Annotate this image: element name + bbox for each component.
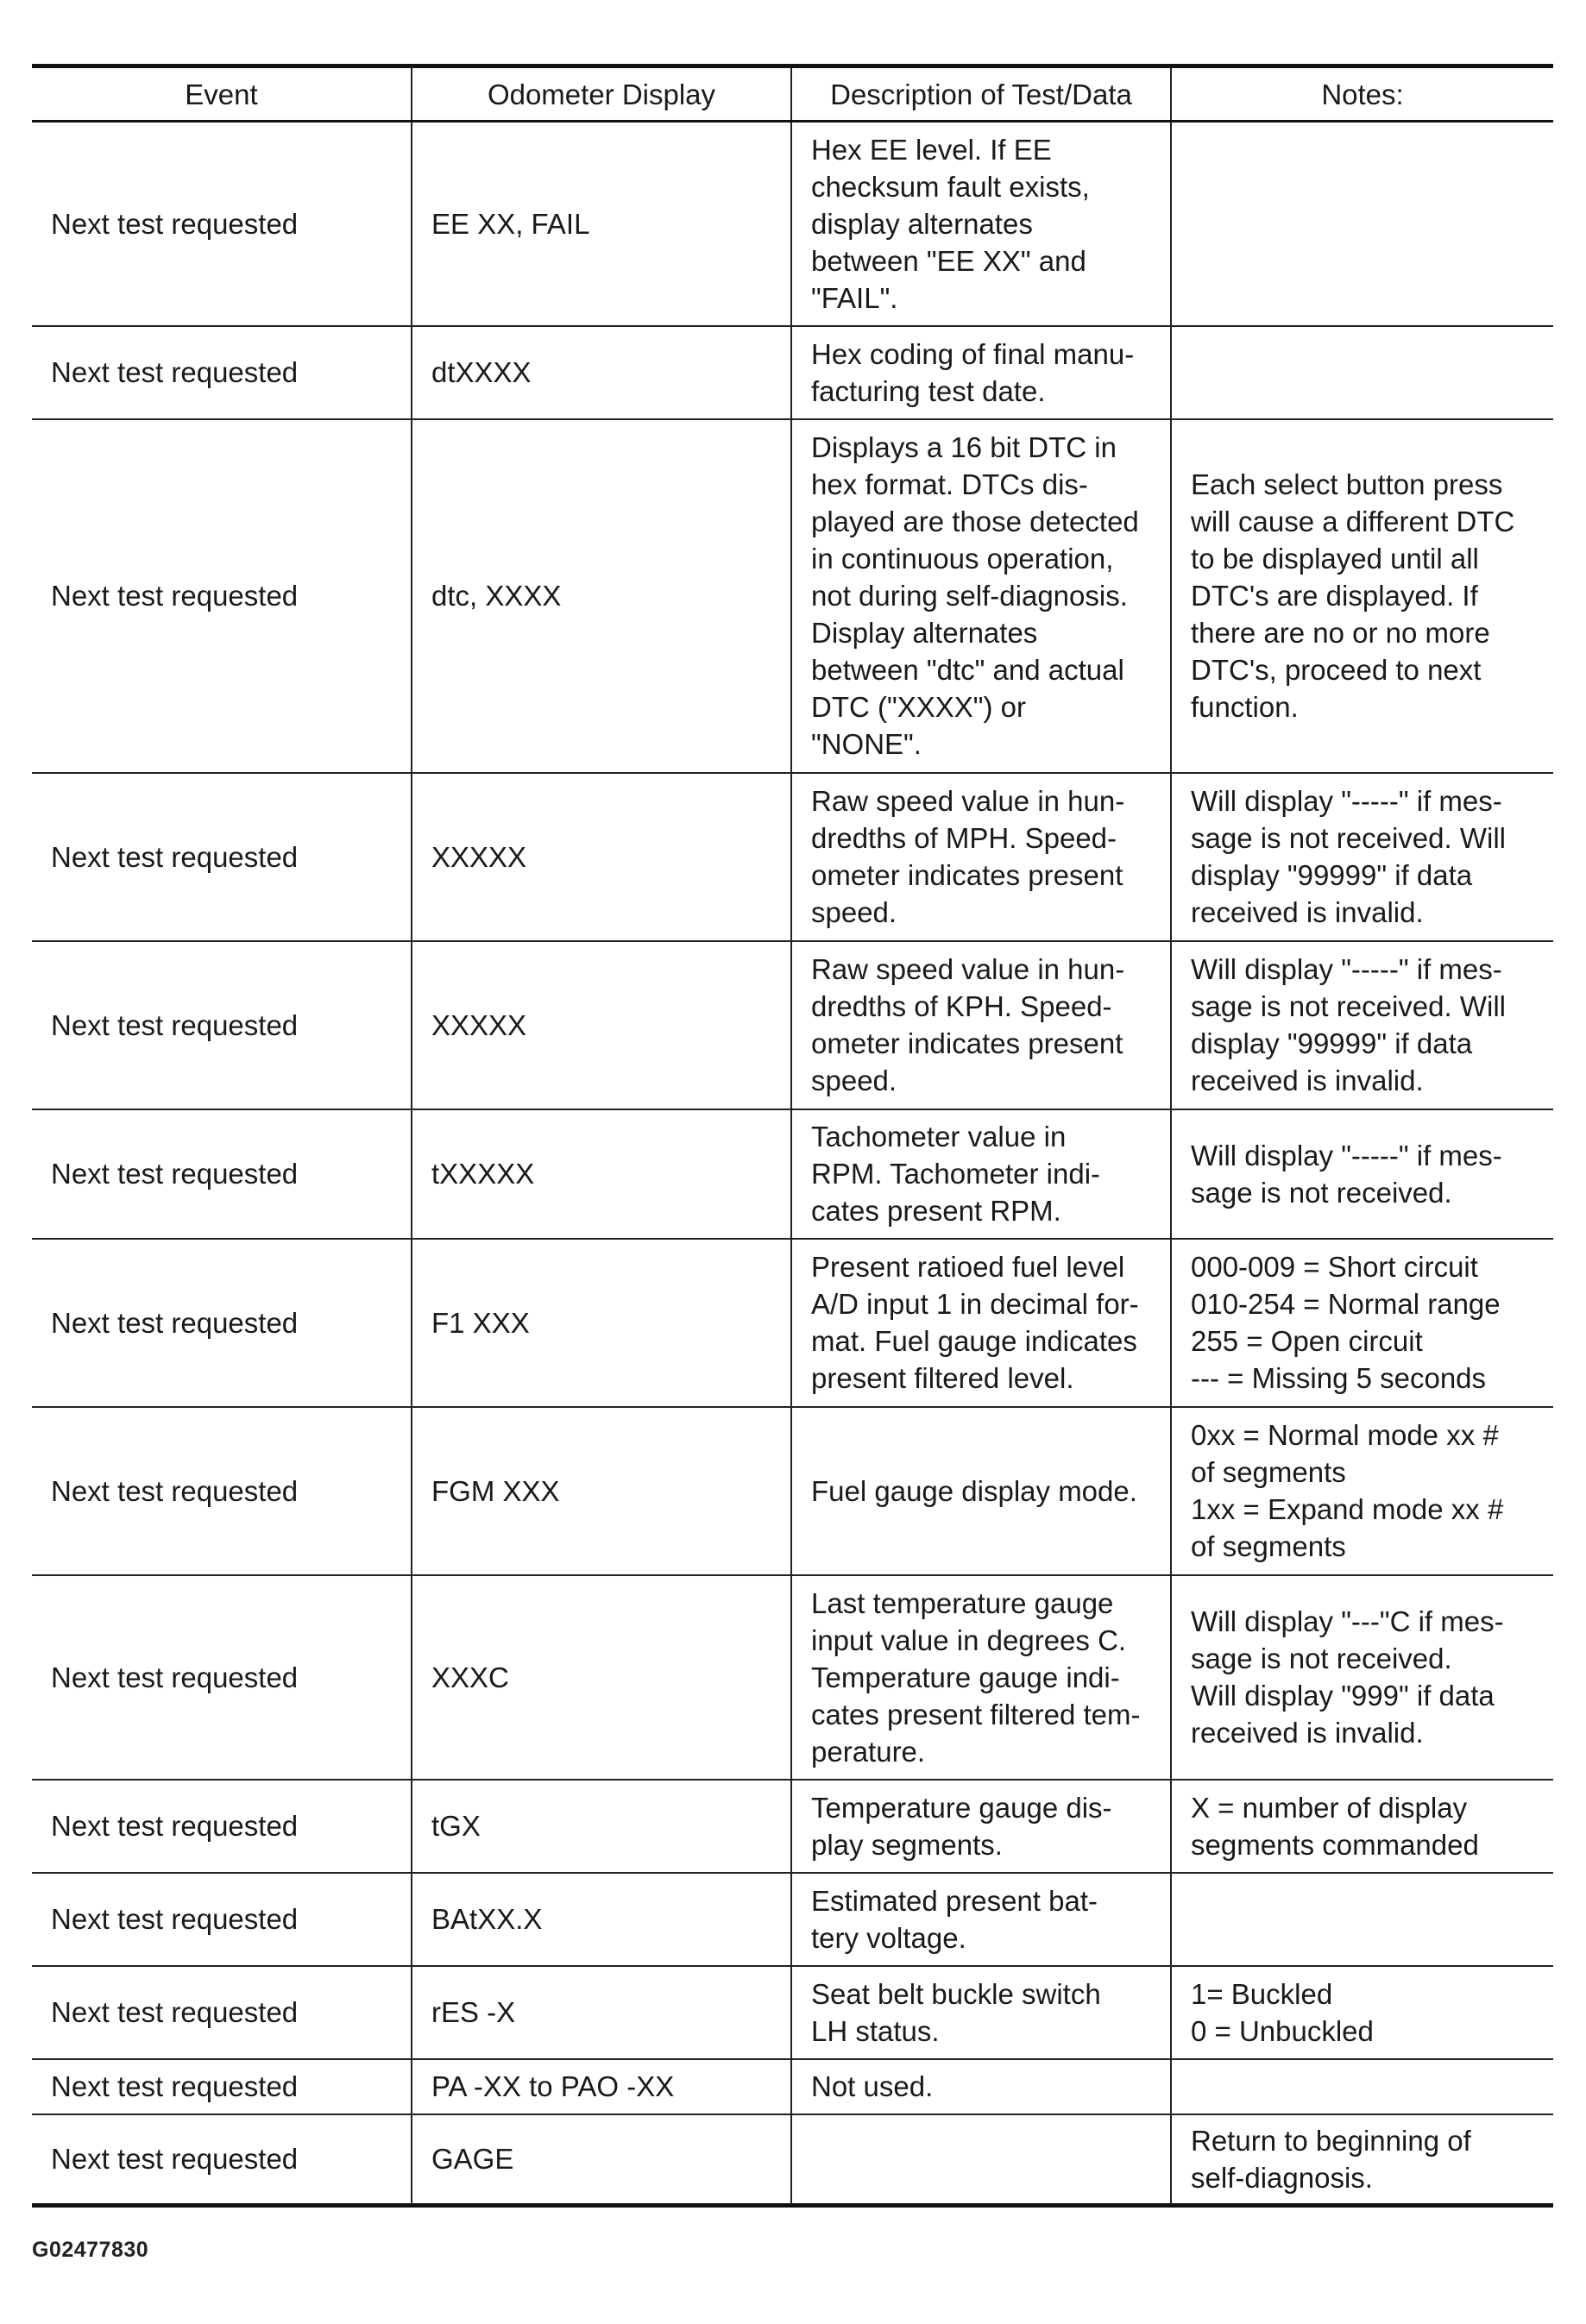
table-row — [32, 419, 1553, 773]
display-cell: dtXXXX — [412, 326, 791, 419]
table-row — [32, 326, 1553, 419]
table-row — [32, 1407, 1553, 1575]
event-cell: Next test requested — [32, 326, 412, 419]
event-cell: Next test requested — [32, 1873, 412, 1966]
description-cell — [791, 2114, 1171, 2206]
description-cell: Present ratioed fuel level A/D input 1 in decimal for- mat. Fuel gauge indicates present filtered level. — [791, 1239, 1171, 1407]
diagnostic-table-container — [32, 64, 1553, 2208]
table-row — [32, 1873, 1553, 1966]
header-event: Event — [32, 66, 412, 122]
notes-cell: Will display "-----" if mes- sage is not received. Will display "99999" if data received is invalid. — [1171, 941, 1553, 1109]
display-cell: XXXC — [412, 1575, 791, 1780]
table-row — [32, 1966, 1553, 2059]
notes-cell: Will display "---"C if mes- sage is not received. Will display "999" if data received is invalid. — [1171, 1575, 1553, 1780]
event-cell: Next test requested — [32, 122, 412, 326]
display-cell: BAtXX.X — [412, 1873, 791, 1966]
notes-cell: X = number of display segments commanded — [1171, 1780, 1553, 1873]
description-cell: Raw speed value in hun- dredths of KPH. Speed- ometer indicates present speed. — [791, 941, 1171, 1109]
display-cell: GAGE — [412, 2114, 791, 2206]
display-cell: dtc, XXXX — [412, 419, 791, 773]
display-cell: F1 XXX — [412, 1239, 791, 1407]
description-cell: Fuel gauge display mode. — [791, 1407, 1171, 1575]
table-row — [32, 941, 1553, 1109]
display-cell: EE XX, FAIL — [412, 122, 791, 326]
event-cell: Next test requested — [32, 1966, 412, 2059]
notes-cell — [1171, 1873, 1553, 1966]
diagnostic-table — [32, 64, 1553, 2208]
description-cell: Tachometer value in RPM. Tachometer indi- cates present RPM. — [791, 1109, 1171, 1239]
table-row — [32, 2059, 1553, 2114]
description-cell: Temperature gauge dis- play segments. — [791, 1780, 1171, 1873]
event-cell: Next test requested — [32, 2114, 412, 2206]
notes-cell — [1171, 2059, 1553, 2114]
table-row — [32, 1780, 1553, 1873]
display-cell: rES -X — [412, 1966, 791, 2059]
notes-cell: Will display "-----" if mes- sage is not received. Will display "99999" if data received is invalid. — [1171, 773, 1553, 941]
description-cell: Last temperature gauge input value in degrees C. Temperature gauge indi- cates present filtered tem- perature. — [791, 1575, 1171, 1780]
event-cell: Next test requested — [32, 1575, 412, 1780]
header-odometer-display: Odometer Display — [412, 66, 791, 122]
display-cell: PA -XX to PAO -XX — [412, 2059, 791, 2114]
table-row — [32, 1109, 1553, 1239]
event-cell: Next test requested — [32, 1780, 412, 1873]
event-cell: Next test requested — [32, 2059, 412, 2114]
display-cell: tXXXXX — [412, 1109, 791, 1239]
event-cell: Next test requested — [32, 773, 412, 941]
description-cell: Seat belt buckle switch LH status. — [791, 1966, 1171, 2059]
notes-cell: 0xx = Normal mode xx # of segments 1xx = Expand mode xx # of segments — [1171, 1407, 1553, 1575]
notes-cell: Return to beginning of self-diagnosis. — [1171, 2114, 1553, 2206]
description-cell: Raw speed value in hun- dredths of MPH. Speed- ometer indicates present speed. — [791, 773, 1171, 941]
table-row — [32, 122, 1553, 326]
notes-cell — [1171, 326, 1553, 419]
description-cell: Not used. — [791, 2059, 1171, 2114]
notes-cell: Will display "-----" if mes- sage is not received. — [1171, 1109, 1553, 1239]
description-cell: Hex coding of final manu- facturing test date. — [791, 326, 1171, 419]
display-cell: FGM XXX — [412, 1407, 791, 1575]
notes-cell — [1171, 122, 1553, 326]
table-header-row — [32, 66, 1553, 122]
notes-cell: 1= Buckled 0 = Unbuckled — [1171, 1966, 1553, 2059]
table-row — [32, 2114, 1553, 2206]
display-cell: tGX — [412, 1780, 791, 1873]
event-cell: Next test requested — [32, 941, 412, 1109]
event-cell: Next test requested — [32, 1239, 412, 1407]
description-cell: Estimated present bat- tery voltage. — [791, 1873, 1171, 1966]
header-description: Description of Test/Data — [791, 66, 1171, 122]
event-cell: Next test requested — [32, 419, 412, 773]
table-row — [32, 773, 1553, 941]
event-cell: Next test requested — [32, 1407, 412, 1575]
table-row — [32, 1575, 1553, 1780]
notes-cell: 000-009 = Short circuit 010-254 = Normal range 255 = Open circuit --- = Missing 5 seconds — [1171, 1239, 1553, 1407]
notes-cell: Each select button press will cause a different DTC to be displayed until all DTC's are displayed. If there are no or no more DTC's, proceed to next function. — [1171, 419, 1553, 773]
header-notes: Notes: — [1171, 66, 1553, 122]
table-row — [32, 1239, 1553, 1407]
display-cell: XXXXX — [412, 941, 791, 1109]
description-cell: Hex EE level. If EE checksum fault exists, display alternates between "EE XX" and "FAIL". — [791, 122, 1171, 326]
description-cell: Displays a 16 bit DTC in hex format. DTCs dis- played are those detected in continuous operation, not during self-diagnosis. Display alternates between "dtc" and actual DTC ("XXXX") or "NONE". — [791, 419, 1171, 773]
event-cell: Next test requested — [32, 1109, 412, 1239]
display-cell: XXXXX — [412, 773, 791, 941]
figure-id: G02477830 — [32, 2238, 149, 2262]
